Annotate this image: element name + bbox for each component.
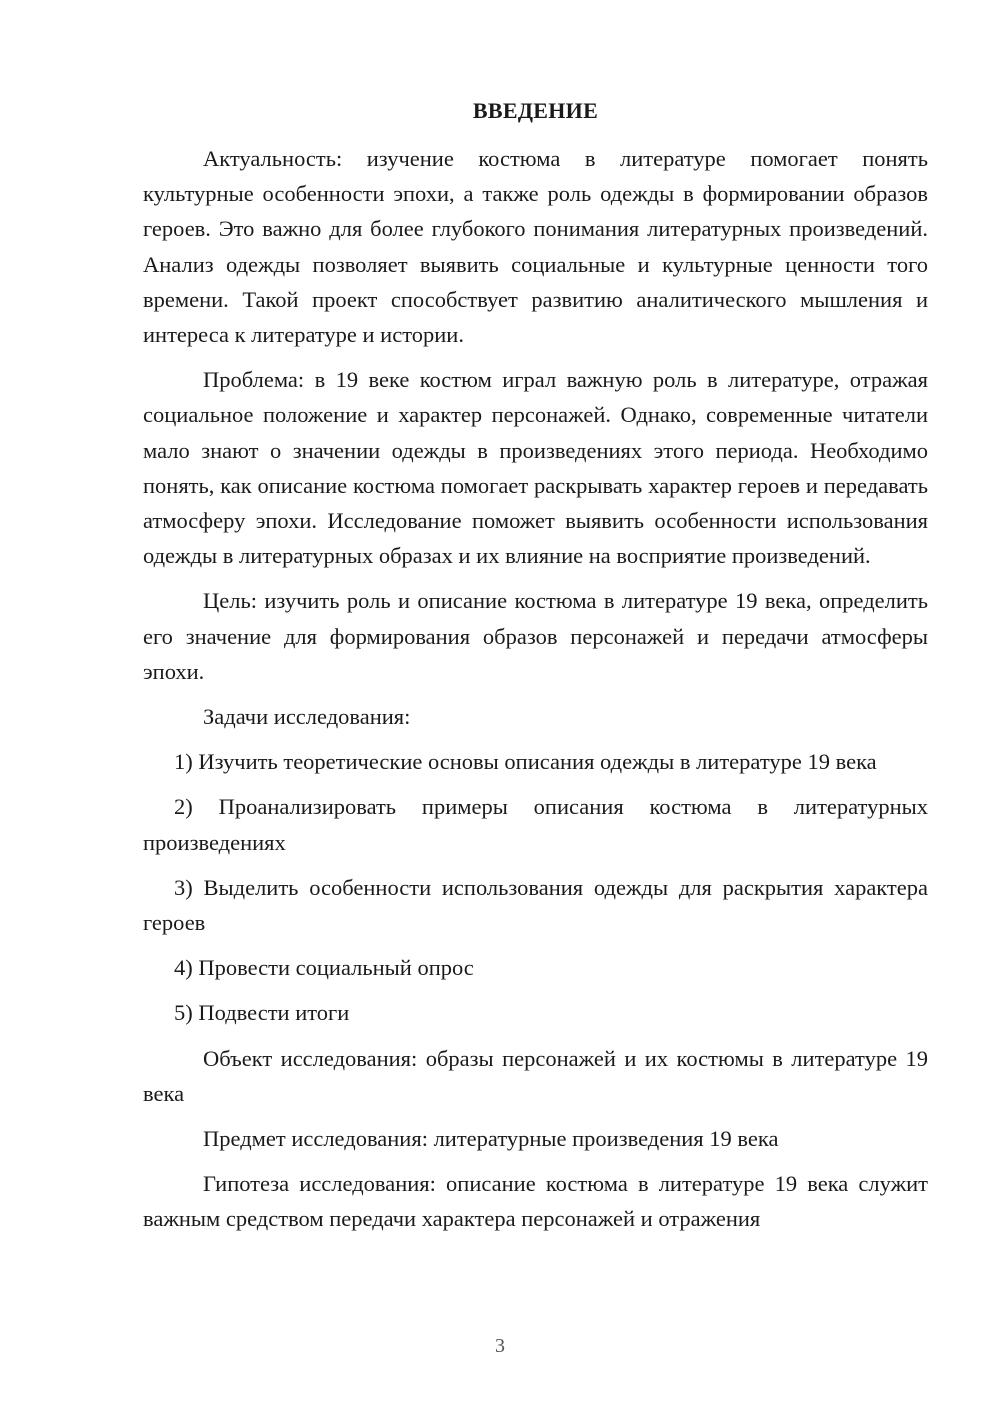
task-item-1: 1) Изучить теоретические основы описания одежды в литературе 19 века (174, 749, 877, 775)
page-number: 3 (495, 1335, 505, 1357)
task-item-5: 5) Подвести итоги (174, 1000, 350, 1026)
tasks-heading: Задачи исследования: (203, 704, 411, 730)
relevance-paragraph: Актуальность: изучение костюма в литературе помогает понять культурные особенности эпохи, а также роль одежды в формировании образов героев. Это важно для более глубокого понимания литературных произведений. Анализ одежды позволяет выявить социальные и культурные ценности того времени. Такой проект способствует развитию аналитического мышления и интереса к литературе и истории. (143, 146, 928, 348)
task-item-3: 3) Выделить особенности использования одежды для раскрытия характера героев (143, 874, 928, 936)
section-title: ВВЕДЕНИЕ (472, 98, 599, 123)
research-object-paragraph: Объект исследования: образы персонажей и их костюмы в литературе 19 века (143, 1045, 928, 1106)
goal-paragraph: Цель: изучить роль и описание костюма в литературе 19 века, определить его значение для формирования образов персонажей и передачи атмосферы эпохи. (143, 588, 928, 684)
task-item-2: 2) Проанализировать примеры описания костюма в литературных произведениях (143, 794, 928, 855)
hypothesis-paragraph: Гипотеза исследования: описание костюма в литературе 19 века служит важным средством передачи характера персонажей и отражения (143, 1171, 928, 1232)
problem-paragraph: Проблема: в 19 веке костюм играл важную роль в литературе, отражая социальное положение и характер персонажей. Однако, современные читатели мало знают о значении одежды в произведениях этого периода. Необходимо понять, как описание костюма помогает раскрывать характер героев и передавать атмосферу эпохи. Исследование поможет выявить особенности использования одежды в литературных образах и их влияние на восприятие произведений. (143, 367, 928, 569)
page-body (143, 141, 928, 1247)
research-subject-paragraph: Предмет исследования: литературные произведения 19 века (203, 1126, 779, 1152)
task-item-4: 4) Провести социальный опрос (174, 955, 474, 981)
